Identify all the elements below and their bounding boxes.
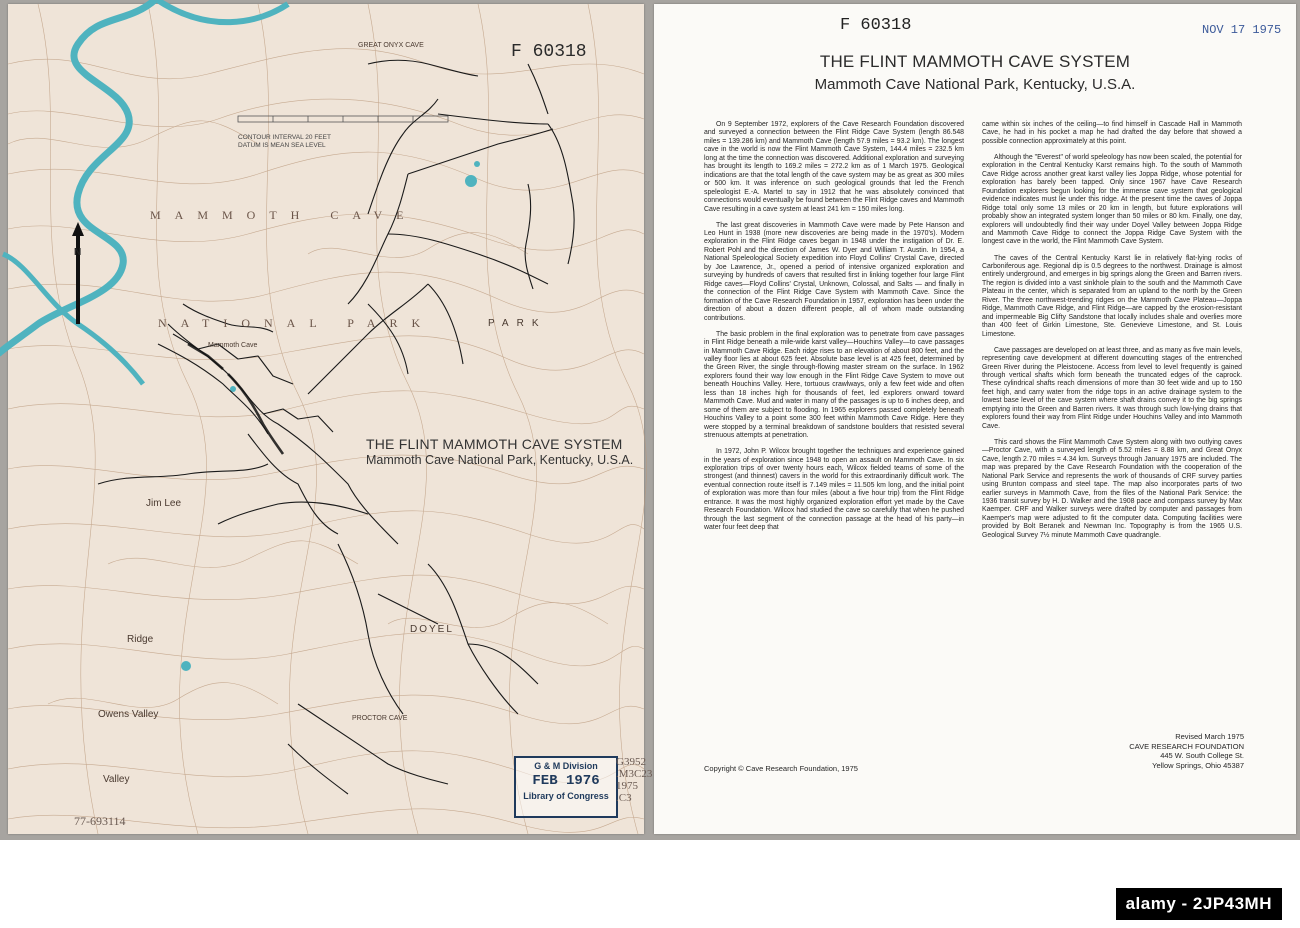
publisher-address: [1129, 732, 1244, 770]
revised-date: Revised March 1975: [1175, 732, 1244, 741]
map-title: THE FLINT MAMMOTH CAVE SYSTEM: [366, 436, 623, 452]
paragraph: Cave passages are developed on at least three, and as many as five main levels, representing cave development at different downcutting stages of the entrenched Green River during the Pleistocene. Access from level to level frequently is gained through vertical shafts which form beneath the truncated edges of the caprock. These cylindrical shafts reach dimensions of more than 30 feet wide and up to 150 feet high, and carry water from the ridge tops in an active drainage system to the lowest base level of the cave system where shaft drains convey it to the big springs emptying into the Green and Barren rivers. It was through such low-lying drains that explorers found their way from Flint Ridge under Houchins Valley and into Mammoth Cave.: [982, 346, 1242, 430]
stamp-division: G & M Division: [534, 761, 598, 771]
cave-passages: [98, 60, 574, 794]
paragraph: Although the "Everest" of world speleology has now been scaled, the potential for exploration in the Central Kentucky Karst remains high. To the south of Mammoth Cave Ridge across another great karst valley lies Joppa Ridge, whose potential for exploration has barely been tapped. Only since 1967 have Cave Research Foundation explorers begun looking for the immense cave system that geological evidence indicates must lie under this ridge. At the present time the caves of Joppa Ridge total only some 13 miles or 20 km in length, but future explorations will probably show an integrated system longer than 50 miles or 80 km. Finally, one day, explorers will undoubtedly find their way under Doyel Valley between Joppa Ridge and Mammoth Cave Ridge to connect the Joppa Ridge Cave System with the longest cave in the world, the Flint Mammoth Cave System.: [982, 153, 1242, 246]
text-catalog-id: F 60318: [840, 16, 912, 35]
bottom-band: [0, 840, 1300, 928]
paragraph: This card shows the Flint Mammoth Cave System along with two outlying caves—Proctor Cave, with a surveyed length of 5.52 miles = 8.88 km, and Great Onyx Cave, length 2.70 miles = 4.34 km. Surveys through January 1975 are included. The map was prepared by the Cave Research Foundation with the cooperation of the National Park Service and represents the work of thousands of CRF survey parties using Brunton compass and steel tape. The map also incorporates parts of two earlier surveys in Mammoth Cave, from the files of the National Park Service: the 1936 transit survey by H. D. Walker and the 1908 pace and compass survey by Max Kaemper. CRF and Walker surveys were drafted by computer and passages from Kaemper's map were adjusted to fit the computer data. Computing facilities were provided by Bolt Beranek and Newman Inc. Topography is from the 1965 U.S. Geological Survey 7½ minute Mammoth Cave quadrangle.: [982, 438, 1242, 539]
label-valley: Valley: [103, 774, 130, 785]
contour-note-line-1: CONTOUR INTERVAL 20 FEET: [238, 134, 331, 141]
label-ridge: Ridge: [127, 634, 154, 645]
scale-bar: [238, 116, 448, 122]
label-park: PARK: [488, 318, 547, 329]
call-number: [616, 756, 652, 804]
paragraph: The caves of the Central Kentucky Karst lie in relatively flat-lying rocks of Carboniferous age. Regional dip is 0.5 degrees to the northwest. Drainage is almost entirely underground, and emerges in big springs along the Green and Barren rivers. The region is divided into a vast sinkhole plain to the south and the Mammoth Cave Plateau in the center, which is separated from an upland to the north by the Green River. The three northwest-trending ridges on the Mammoth Cave Plateau—Joppa Ridge, Mammoth Cave Ridge, and Flint Ridge—are capped by the erosion-resistant and impermeable Big Clifty Sandstone that locally includes shale and overlies more than 400 feet of Girkin Limestone, Ste. Genevieve Limestone, and St. Louis Limestone.: [982, 254, 1242, 338]
label-great-onyx-cave: GREAT ONYX CAVE: [358, 42, 424, 49]
document-subtitle: Mammoth Cave National Park, Kentucky, U.S.A.: [814, 76, 1136, 93]
call-number-line-2: .M3C23: [616, 768, 653, 780]
label-jim-lee: Jim Lee: [146, 498, 182, 509]
accession-number: 77-693114: [74, 814, 126, 828]
label-mammoth-cave: Mammoth Cave: [208, 342, 258, 349]
call-number-line-1: G3952: [616, 756, 646, 768]
map-word-mammoth-cave: MAMMOTH CAVE: [150, 208, 418, 222]
copyright-notice: Copyright © Cave Research Foundation, 1975: [704, 764, 858, 773]
call-number-line-3: 1975: [616, 780, 638, 792]
map-word-national-park: NATIONAL PARK: [158, 316, 435, 330]
north-label: N: [74, 247, 82, 258]
label-proctor-cave: PROCTOR CAVE: [352, 715, 408, 722]
stamp-date: FEB 1976: [532, 773, 600, 789]
map-sheet: [8, 4, 653, 834]
received-date-stamp: NOV 17 1975: [1202, 23, 1282, 37]
library-of-congress-stamp: [514, 756, 618, 818]
paragraph: On 9 September 1972, explorers of the Cave Research Foundation discovered and surveyed a connection between the Flint Ridge Cave System (length 86.548 miles = 139.286 km) and Mammoth Cave (length 57.9 miles = 93.2 km). The longest cave in the world is now the Flint Mammoth Cave System, 144.4 miles = 232.5 km long at the time the connection was discovered. Additional exploration and surveying has brought its length to 169.2 miles = 272.2 km as of 1 March 1975. Geological indications are that the total length of the cave system may be as great as 300 miles or 500 km. It was inference on such geological grounds that led the French speleologist E.-A. Martel to say in 1912 that he was absolutely convinced that connections would eventually be found between the Flint Ridge caves and Mammoth Cave resulting in a cave system at least 241 km = 150 miles long.: [704, 121, 964, 213]
document-title: THE FLINT MAMMOTH CAVE SYSTEM: [819, 52, 1131, 71]
label-doyel: DOYEL: [410, 624, 454, 635]
right-text-column: [982, 121, 1242, 548]
paragraph: In 1972, John P. Wilcox brought together the techniques and experience gained in the years of exploration since 1948 to open an assault on Mammoth Cave. In six exploration trips of over twenty hours each, Wilcox fielded teams of some of the strongest (and thinnest) cavers in the world for this extraordinarily difficult work. The eventual connection route itself is 7.149 miles = 11.505 km long, and the initial point of exploration was more than four miles (about a five hour trip) from the Flint Ridge entrance. It was the most highly organized exploration effort yet made by the Cave Research Foundation. Wilcox had studied the cave so carefully that when he pushed through the last segment of the connection passage at the head of his party—in water four feet deep that: [704, 448, 964, 532]
paragraph: The last great discoveries in Mammoth Cave were made by Pete Hanson and Leo Hunt in 1938 (more new discoveries are being made in the 1970's). Modern exploration in the Flint Ridge caves began in 1948 under the instigation of Dr. E. Robert Pohl and the direction of James W. Dyer and William T. Austin. In 1954, a National Speleological Society expedition into Floyd Collins' Crystal Cave, directed by Joe Lawrence, Jr., opened a period of intensive organized exploration and surveying by hundreds of cavers that resulted first in linking together four large Flint Ridge caves—Floyd Collins' Crystal, Unknown, Colossal, and Salts — and finally in the connection of the Flint Ridge Cave System with Mammoth Cave. Since the formation of the Cave Research Foundation in 1957, exploration has been under the direction of about a dozen different people, all of whom made outstanding contributions.: [704, 221, 964, 322]
stamp-library: Library of Congress: [523, 791, 609, 801]
label-owens-valley: Owens Valley: [98, 709, 159, 720]
map-title-block: [366, 436, 633, 467]
left-text-column: [704, 121, 964, 540]
map-catalog-id: F 60318: [511, 42, 587, 62]
watermark-tag: alamy - 2JP43MH: [1116, 888, 1282, 920]
map-subtitle: Mammoth Cave National Park, Kentucky, U.S.A.: [366, 453, 634, 467]
paragraph: came within six inches of the ceiling—to find himself in Cascade Hall in Mammoth Cave, he had in his pocket a map he had drafted the day before that showed a possible connection approximately at this point.: [982, 121, 1242, 145]
call-number-line-4: .C3: [616, 792, 632, 804]
text-sheet: [654, 4, 1296, 834]
paragraph: The basic problem in the final exploration was to penetrate from cave passages in Flint Ridge beneath a mile-wide karst valley—Houchins Valley—to cave passages in Mammoth Cave Ridge. Each ridge rises to an elevation of about 800 feet, and the valley floor lies at about 625 feet. Absolute base level is at 425 feet, determined by the Green River, the single through-flowing master stream on the surface. In 1962 explorers found their way low enough in the Flint Ridge Cave System to move out beneath Houchins Valley. Here, tortuous crawlways, only a few feet wide and often less than 18 inches high for thousands of feet, led explorers onward toward Mammoth Cave. Mud and water in many of the passages is up to 6 inches deep, and some of them are subject to flooding. In 1965 explorers passed completely beneath Houchins Valley to a point some 300 feet within Mammoth Cave Ridge. Here they were stopped by a terminal breakdown of sandstone boulders that resisted several strenuous attempts at penetration.: [704, 330, 964, 440]
contour-interval-note: [238, 134, 331, 150]
publisher-street: 445 W. South College St.: [1160, 751, 1244, 761]
publisher-city: Yellow Springs, Ohio 45387: [1152, 760, 1244, 770]
publisher-name: CAVE RESEARCH FOUNDATION: [1129, 741, 1244, 751]
contour-note-line-2: DATUM IS MEAN SEA LEVEL: [238, 142, 326, 149]
